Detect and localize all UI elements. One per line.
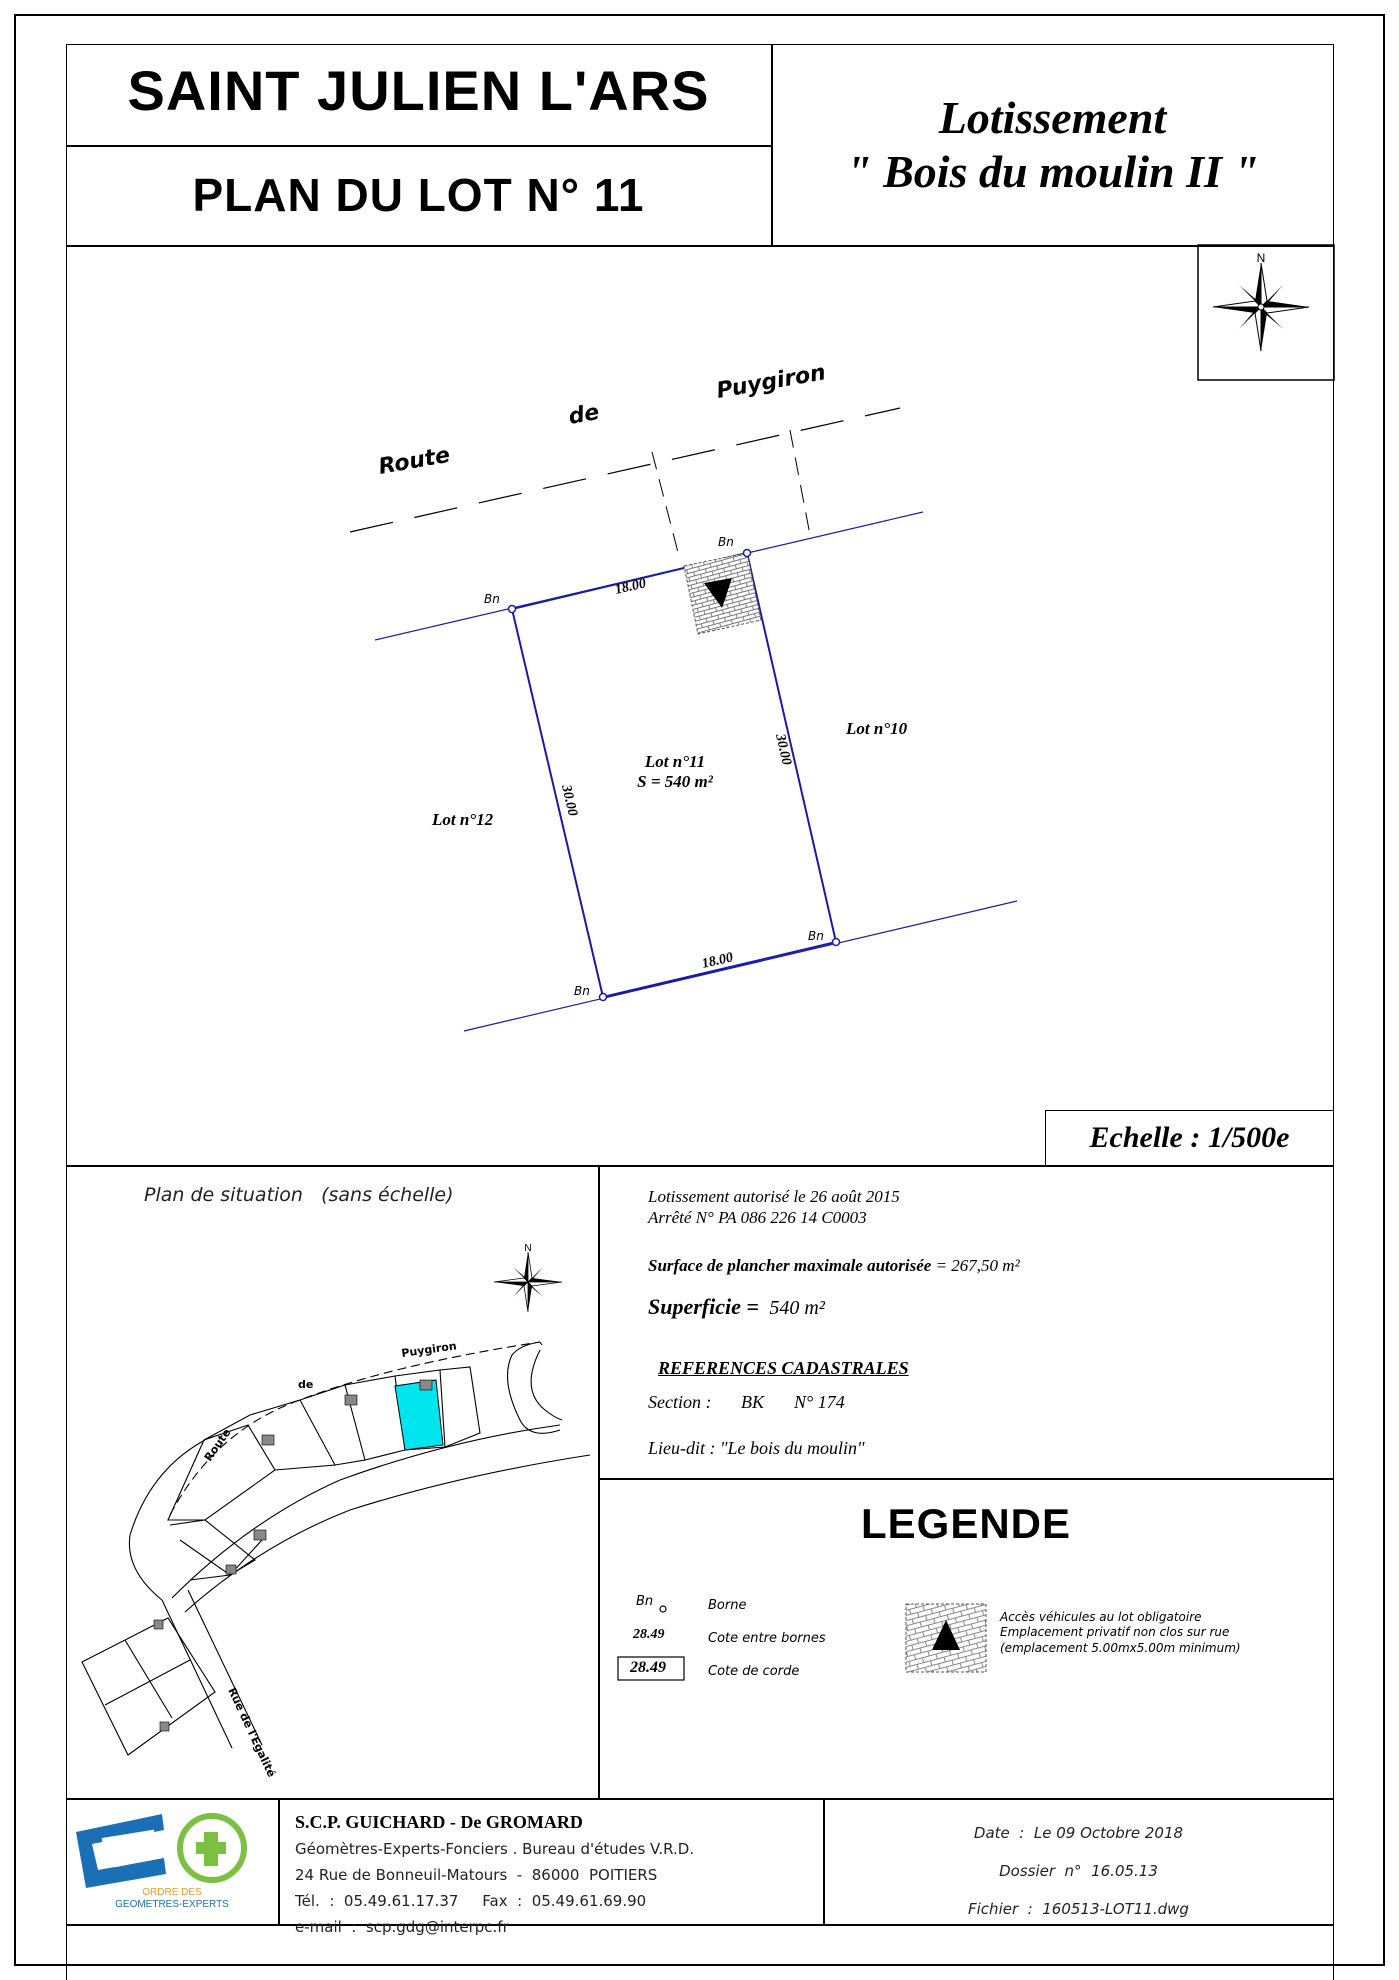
scale-box: Echelle : 1/500e (1045, 1110, 1334, 1166)
situation-street-egalite: Rue de l'Egalité (225, 1685, 279, 1780)
superficie (648, 1294, 825, 1321)
logo-green-cross (196, 1842, 226, 1854)
legend-access-line-3: (emplacement 5.00mx5.00m minimum) (1000, 1641, 1241, 1655)
access-marker (226, 1565, 236, 1574)
superficie-label: Superficie = (648, 1294, 765, 1319)
borne-label: Bn (718, 535, 734, 549)
legend-borne-label: Borne (708, 1598, 747, 1613)
dimension-bottom: 18.00 (700, 950, 735, 972)
legend-cote-value: 28.49 (633, 1627, 665, 1642)
dimension-left: 30.00 (558, 783, 580, 818)
logo-text-1: ORDRE DES (142, 1887, 202, 1898)
access-dashed-line (790, 430, 810, 535)
road-label-puygiron: Puygiron (714, 360, 828, 404)
commune-title: SAINT JULIEN L'ARS (127, 59, 710, 122)
access-marker (420, 1380, 432, 1390)
lotissement-name: " Bois du moulin II " (846, 146, 1259, 197)
lot-area: S = 540 m² (637, 772, 713, 791)
north-compass-icon (1213, 263, 1309, 351)
legend-corde-value: 28.49 (630, 1659, 666, 1676)
situation-north-label: N (524, 1243, 532, 1254)
borne-marker (833, 939, 840, 946)
road-label-de: de (566, 399, 602, 430)
legend-access-line-2: Emplacement privatif non clos sur rue (1000, 1625, 1230, 1639)
floor-area (648, 1255, 1020, 1276)
date-label: Date : Le 09 Octobre 2018 (973, 1824, 1184, 1842)
borne-marker (744, 550, 751, 557)
legend-title: LEGENDE (860, 1500, 1072, 1547)
borne-label: Bn (574, 984, 590, 998)
legend-corde-label: Cote de corde (708, 1664, 800, 1679)
lotissement-label: Lotissement (938, 92, 1167, 143)
borne-marker (509, 606, 516, 613)
lot-name: Lot n°11 (644, 752, 706, 771)
logo-text-2: GEOMETRES-EXPERTS (115, 1899, 229, 1910)
floor-area-label: Surface de plancher maximale autorisée (648, 1256, 932, 1275)
situation-road-puygiron: Puygiron (400, 1339, 458, 1360)
plan-title: PLAN DU LOT N° 11 (192, 169, 645, 221)
access-marker (154, 1620, 163, 1629)
borne-label: Bn (808, 929, 824, 943)
borne-marker (600, 994, 607, 1001)
legend-borne-symbol: Bn (636, 1594, 654, 1609)
logo-gc-icon (102, 1832, 152, 1865)
firm-email: e-mail : scp.gdg@interpc.fr (295, 1918, 509, 1936)
dossier-label: Dossier n° 16.05.13 (999, 1862, 1158, 1880)
access-marker (254, 1530, 266, 1540)
alignment-line (464, 901, 1017, 1031)
situation-compass-icon (494, 1252, 562, 1312)
access-marker (160, 1722, 169, 1731)
legend-cote-label: Cote entre bornes (708, 1631, 826, 1646)
lieu-dit: Lieu-dit : "Le bois du moulin" (648, 1438, 865, 1458)
cadastre-heading: REFERENCES CADASTRALES (658, 1358, 909, 1378)
access-marker (262, 1435, 274, 1445)
fichier-label: Fichier : 160513-LOT11.dwg (968, 1900, 1189, 1918)
firm-line-3: Tél. : 05.49.61.17.37 Fax : 05.49.61.69.90 (295, 1892, 647, 1910)
access-marker (345, 1395, 357, 1405)
superficie-value: 540 m² (764, 1297, 825, 1319)
firm-logo (72, 1810, 272, 1910)
neighbor-lot-10: Lot n°10 (846, 719, 908, 738)
borne-label: Bn (484, 592, 500, 606)
firm-line-2: 24 Rue de Bonneuil-Matours - 86000 POITIERS (295, 1866, 658, 1884)
situation-lot-11-highlight (395, 1380, 443, 1450)
situation-title: Plan de situation (sans échelle) (144, 1184, 454, 1206)
situation-road-route: Route (201, 1426, 234, 1464)
dimension-right: 30.00 (772, 732, 794, 767)
access-dashed-line (652, 452, 680, 560)
north-label: N (1256, 251, 1266, 265)
firm-line-1: Géomètres-Experts-Fonciers . Bureau d'études V.R.D. (295, 1840, 695, 1858)
neighbor-lot-12: Lot n°12 (432, 810, 494, 829)
legend-access-line-1: Accès véhicules au lot obligatoire (1000, 1610, 1202, 1624)
authorization-line-1: Lotissement autorisé le 26 août 2015 (648, 1187, 900, 1206)
situation-road-de: de (298, 1378, 314, 1391)
legend-borne-icon (660, 1606, 666, 1612)
dimension-top: 18.00 (613, 576, 648, 598)
section-value: BK (741, 1392, 765, 1412)
floor-area-value: = 267,50 m² (931, 1256, 1020, 1275)
authorization-line-2: Arrêté N° PA 086 226 14 C0003 (648, 1208, 867, 1227)
firm-name: S.C.P. GUICHARD - De GROMARD (295, 1812, 583, 1832)
logo-blue-shape (76, 1814, 166, 1888)
section-label: Section : (648, 1392, 712, 1412)
section-number: N° 174 (794, 1392, 845, 1412)
situation-map (82, 1342, 590, 1755)
road-label-route: Route (376, 442, 453, 480)
